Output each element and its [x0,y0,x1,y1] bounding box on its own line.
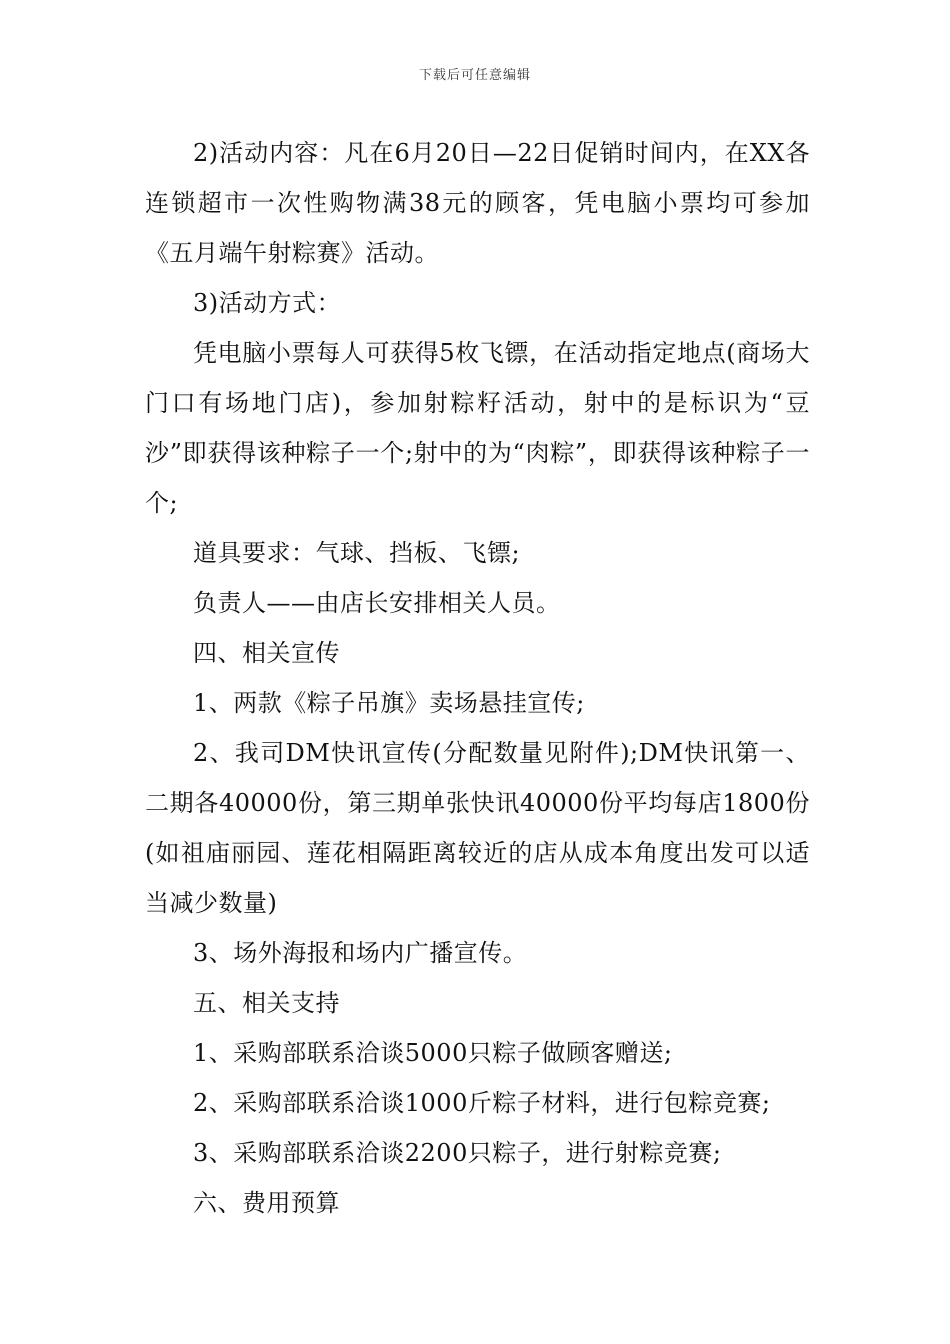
paragraph-activity-method-heading: 3)活动方式： [193,289,342,317]
publicity-item-1: 1、两款《粽子吊旗》卖场悬挂宣传; [193,689,585,717]
document-body [145,128,810,1228]
paragraph-responsible: 负责人——由店长安排相关人员。 [193,589,561,617]
paragraph-activity-content: 2)活动内容：凡在6月20日—22日促销时间内，在XX各连锁超市一次性购物满38元的顾客，凭电脑小票均可参加《五月端午射粽赛》活动。 [145,139,810,267]
publicity-item-3: 3、场外海报和场内广播宣传。 [193,939,528,967]
publicity-item-2: 2、我司DM快讯宣传(分配数量见附件);DM快讯第一、二期各40000份，第三期单张快讯40000份平均每店1800份(如祖庙丽园、莲花相隔距离较近的店从成本角度出发可以适当减少数量) [145,739,810,917]
section-heading-budget: 六、费用预算 [193,1189,340,1217]
section-heading-support: 五、相关支持 [193,989,340,1017]
paragraph-activity-method: 凭电脑小票每人可获得5枚飞镖，在活动指定地点(商场大门口有场地门店)，参加射粽籽活动，射中的是标识为“豆沙”即获得该种粽子一个;射中的为“肉粽”，即获得该种粽子一个; [145,339,810,517]
section-heading-publicity: 四、相关宣传 [193,639,340,667]
paragraph-props: 道具要求：气球、挡板、飞镖; [193,539,521,567]
page-header: 下载后可任意编辑 [418,68,531,83]
support-item-1: 1、采购部联系洽谈5000只粽子做顾客赠送; [193,1039,673,1067]
support-item-3: 3、采购部联系洽谈2200只粽子，进行射粽竞赛; [193,1139,722,1167]
support-item-2: 2、采购部联系洽谈1000斤粽子材料，进行包粽竞赛; [193,1089,771,1117]
